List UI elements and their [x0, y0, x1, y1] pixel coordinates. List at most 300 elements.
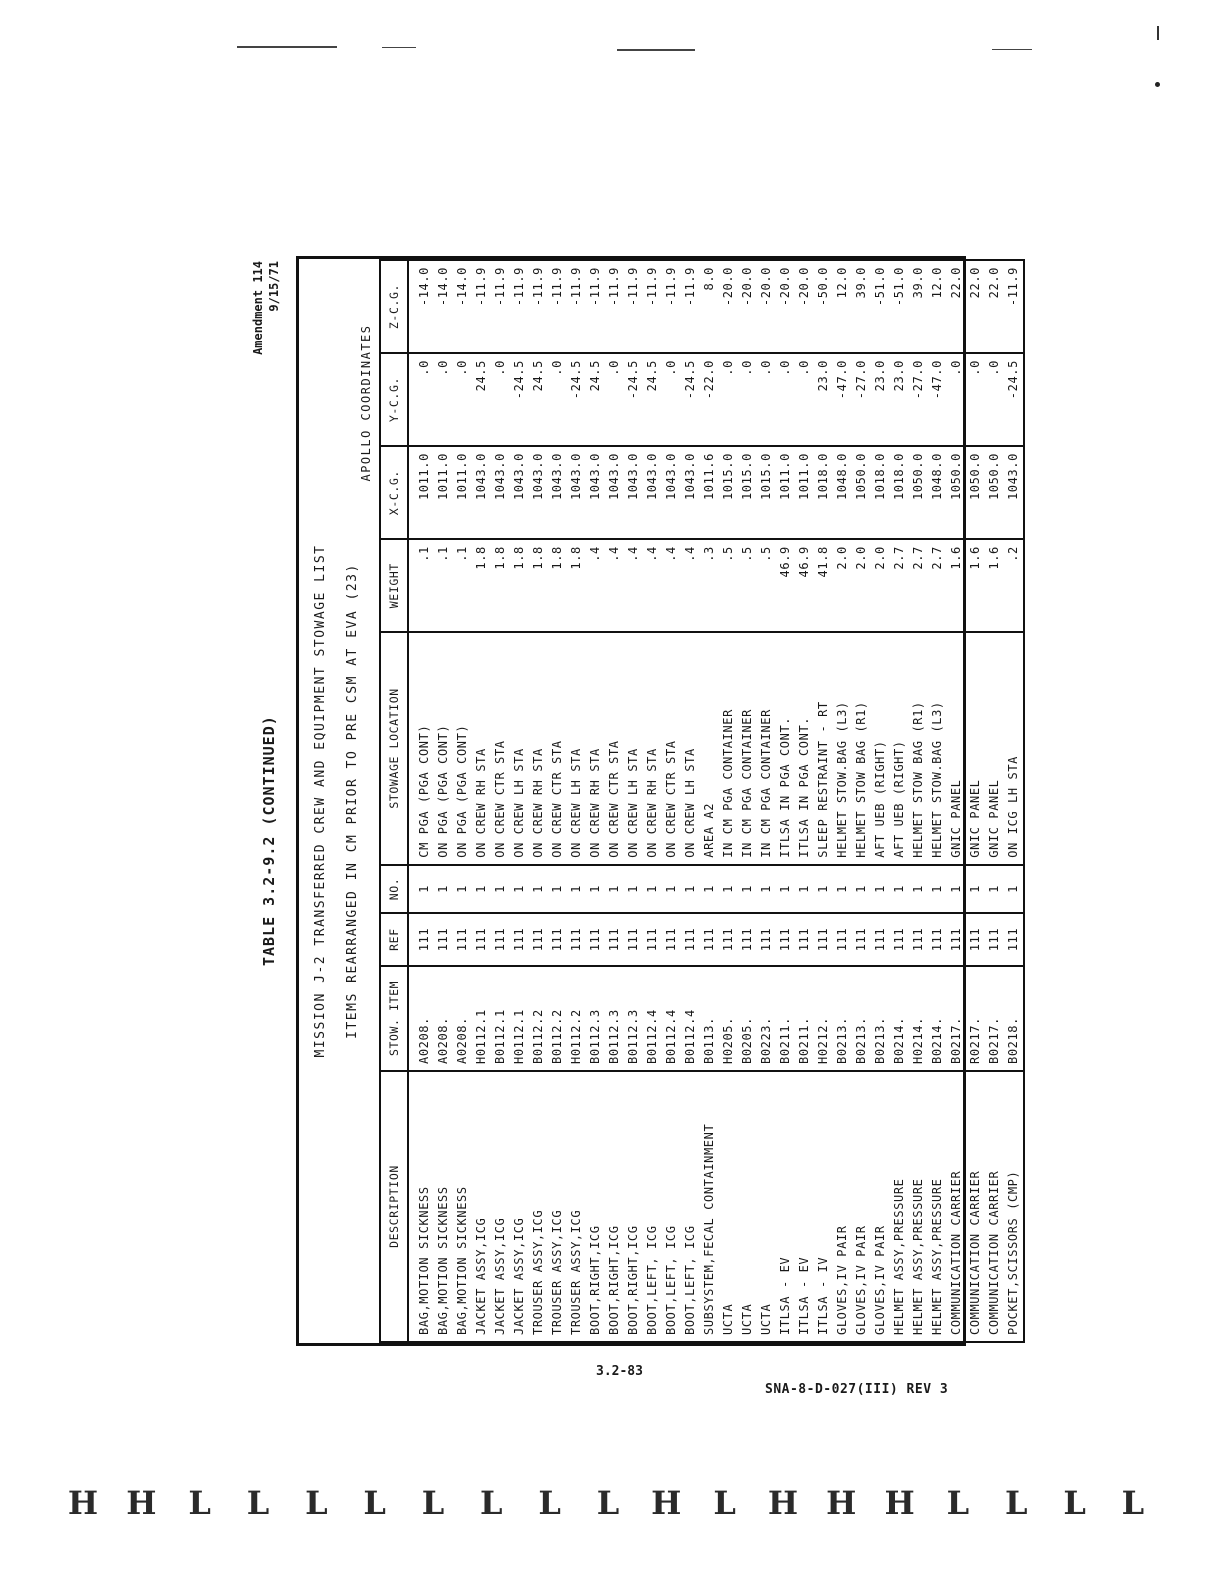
edge-mark: H [767, 1484, 799, 1522]
stow-item-cell: B0112.1 [491, 966, 510, 1071]
table-row [890, 260, 909, 1342]
weight-cell: .4 [681, 539, 700, 632]
stow-item-cell: A0208. [434, 966, 453, 1071]
coordinates-heading: APOLLO COORDINATES [359, 324, 373, 482]
description-cell: ITLSA - IV [814, 1071, 833, 1342]
y-cg-cell: 23.0 [871, 353, 890, 446]
ref-cell: 111 [795, 913, 814, 966]
x-cg-cell: 1043.0 [529, 446, 548, 539]
ref-cell: 111 [776, 913, 795, 966]
no-cell: 1 [738, 865, 757, 914]
z-cg-cell: -14.0 [408, 260, 434, 353]
no-cell: 1 [624, 865, 643, 914]
table-row [776, 260, 795, 1342]
z-cg-cell: -14.0 [434, 260, 453, 353]
document-id: SNA-8-D-027(III) REV 3 [765, 1382, 949, 1397]
z-cg-cell: -51.0 [871, 260, 890, 353]
x-cg-cell: 1043.0 [643, 446, 662, 539]
col-description: DESCRIPTION [380, 1071, 408, 1342]
z-cg-cell: -11.9 [548, 260, 567, 353]
table-header-row [380, 260, 408, 1342]
table-row [871, 260, 890, 1342]
location-cell: GNIC PANEL [966, 632, 985, 865]
table-row [947, 260, 966, 1342]
no-cell: 1 [890, 865, 909, 914]
location-cell: AFT UEB (RIGHT) [871, 632, 890, 865]
x-cg-cell: 1043.0 [472, 446, 491, 539]
ref-cell: 111 [757, 913, 776, 966]
description-cell: BOOT,LEFT, ICG [643, 1071, 662, 1342]
ref-cell: 111 [738, 913, 757, 966]
description-cell: GLOVES,IV PAIR [871, 1071, 890, 1342]
description-cell: COMMUNICATION CARRIER [966, 1071, 985, 1342]
table-row [985, 260, 1004, 1342]
stow-item-cell: B0214. [890, 966, 909, 1071]
weight-cell: 2.0 [852, 539, 871, 632]
no-cell: 1 [833, 865, 852, 914]
ref-cell: 111 [833, 913, 852, 966]
stow-item-cell: R0217. [966, 966, 985, 1071]
ref-cell: 111 [909, 913, 928, 966]
location-cell: ON CREW RH STA [529, 632, 548, 865]
z-cg-cell: -11.9 [662, 260, 681, 353]
z-cg-cell: 8.0 [700, 260, 719, 353]
stow-item-cell: H0212. [814, 966, 833, 1071]
edge-mark: L [363, 1484, 386, 1522]
scan-mark [1155, 82, 1160, 87]
description-cell: BAG,MOTION SICKNESS [434, 1071, 453, 1342]
stow-item-cell: B0211. [795, 966, 814, 1071]
z-cg-cell: 39.0 [852, 260, 871, 353]
description-cell: SUBSYSTEM,FECAL CONTAINMENT [700, 1071, 719, 1342]
location-cell: GNIC PANEL [985, 632, 1004, 865]
stow-item-cell: B0217. [985, 966, 1004, 1071]
z-cg-cell: -14.0 [453, 260, 472, 353]
weight-cell: 1.6 [947, 539, 966, 632]
stow-item-cell: B0113. [700, 966, 719, 1071]
y-cg-cell: .0 [719, 353, 738, 446]
description-cell: BOOT,RIGHT,ICG [586, 1071, 605, 1342]
no-cell: 1 [605, 865, 624, 914]
weight-cell: .4 [662, 539, 681, 632]
x-cg-cell: 1011.0 [434, 446, 453, 539]
edge-mark: L [596, 1484, 620, 1522]
z-cg-cell: 22.0 [985, 260, 1004, 353]
col-z-cg: Z-C.G. [380, 260, 408, 353]
description-cell: JACKET ASSY,ICG [510, 1071, 529, 1342]
x-cg-cell: 1018.0 [871, 446, 890, 539]
z-cg-cell: 12.0 [928, 260, 947, 353]
location-cell: ON ICG LH STA [1004, 632, 1024, 865]
description-cell: BOOT,RIGHT,ICG [605, 1071, 624, 1342]
weight-cell: 41.8 [814, 539, 833, 632]
location-cell: ON CREW CTR STA [605, 632, 624, 865]
y-cg-cell: .0 [985, 353, 1004, 446]
z-cg-cell: -20.0 [757, 260, 776, 353]
description-cell: BOOT,LEFT, ICG [681, 1071, 700, 1342]
table-row [852, 260, 871, 1342]
x-cg-cell: 1043.0 [491, 446, 510, 539]
location-cell: ITLSA IN PGA CONT. [776, 632, 795, 865]
edge-mark: L [480, 1484, 503, 1522]
ref-cell: 111 [548, 913, 567, 966]
edge-mark: L [538, 1484, 561, 1522]
x-cg-cell: 1043.0 [510, 446, 529, 539]
table-row [833, 260, 852, 1342]
z-cg-cell: -20.0 [719, 260, 738, 353]
weight-cell: 2.0 [833, 539, 852, 632]
no-cell: 1 [700, 865, 719, 914]
y-cg-cell: .0 [662, 353, 681, 446]
location-cell: IN CM PGA CONTAINER [738, 632, 757, 865]
amendment-number: Amendment 114 [251, 261, 265, 355]
ref-cell: 111 [1004, 913, 1024, 966]
table-row [434, 260, 453, 1342]
stow-item-cell: B0223. [757, 966, 776, 1071]
x-cg-cell: 1043.0 [624, 446, 643, 539]
y-cg-cell: .0 [434, 353, 453, 446]
z-cg-cell: -11.9 [567, 260, 586, 353]
ref-cell: 111 [510, 913, 529, 966]
location-cell: ON CREW RH STA [472, 632, 491, 865]
x-cg-cell: 1011.6 [700, 446, 719, 539]
location-cell: SLEEP RESTRAINT - RT [814, 632, 833, 865]
y-cg-cell: 23.0 [814, 353, 833, 446]
no-cell: 1 [757, 865, 776, 914]
stow-item-cell: B0217. [947, 966, 966, 1071]
table-row [567, 260, 586, 1342]
ref-cell: 111 [643, 913, 662, 966]
table-row [757, 260, 776, 1342]
y-cg-cell: .0 [947, 353, 966, 446]
weight-cell: .5 [757, 539, 776, 632]
no-cell: 1 [434, 865, 453, 914]
stowage-table [379, 259, 1025, 1343]
ref-cell: 111 [567, 913, 586, 966]
weight-cell: 1.6 [985, 539, 1004, 632]
y-cg-cell: -24.5 [510, 353, 529, 446]
stow-item-cell: A0208. [453, 966, 472, 1071]
edge-mark: L [1005, 1484, 1028, 1522]
edge-mark: L [713, 1484, 736, 1522]
description-cell: UCTA [738, 1071, 757, 1342]
location-cell: IN CM PGA CONTAINER [719, 632, 738, 865]
location-cell: CM PGA (PGA CONT) [408, 632, 434, 865]
no-cell: 1 [776, 865, 795, 914]
x-cg-cell: 1050.0 [985, 446, 1004, 539]
col-location: STOWAGE LOCATION [380, 632, 408, 865]
ref-cell: 111 [814, 913, 833, 966]
z-cg-cell: 22.0 [966, 260, 985, 353]
weight-cell: 1.8 [548, 539, 567, 632]
x-cg-cell: 1011.0 [453, 446, 472, 539]
description-cell: COMMUNICATION CARRIER [985, 1071, 1004, 1342]
weight-cell: 1.8 [529, 539, 548, 632]
stow-item-cell: H0112.1 [510, 966, 529, 1071]
no-cell: 1 [567, 865, 586, 914]
no-cell: 1 [472, 865, 491, 914]
ref-cell: 111 [681, 913, 700, 966]
table-row [738, 260, 757, 1342]
location-cell: ON CREW CTR STA [662, 632, 681, 865]
table-row [453, 260, 472, 1342]
table-row [472, 260, 491, 1342]
weight-cell: .5 [719, 539, 738, 632]
table-row [795, 260, 814, 1342]
col-y-cg: Y-C.G. [380, 353, 408, 446]
edge-mark: L [421, 1484, 445, 1522]
description-cell: GLOVES,IV PAIR [852, 1071, 871, 1342]
scan-mark [237, 46, 337, 48]
weight-cell: .2 [1004, 539, 1024, 632]
y-cg-cell: .0 [966, 353, 985, 446]
y-cg-cell: .0 [776, 353, 795, 446]
description-cell: ITLSA - EV [795, 1071, 814, 1342]
stow-item-cell: B0112.4 [662, 966, 681, 1071]
edge-mark: H [651, 1484, 682, 1522]
stow-item-cell: H0205. [719, 966, 738, 1071]
z-cg-cell: -11.9 [681, 260, 700, 353]
location-cell: HELMET STOW.BAG (L3) [833, 632, 852, 865]
stow-item-cell: B0112.3 [605, 966, 624, 1071]
weight-cell: .1 [408, 539, 434, 632]
no-cell: 1 [453, 865, 472, 914]
ref-cell: 111 [719, 913, 738, 966]
y-cg-cell: .0 [757, 353, 776, 446]
table-row [510, 260, 529, 1342]
ref-cell: 111 [408, 913, 434, 966]
description-cell: GLOVES,IV PAIR [833, 1071, 852, 1342]
edge-mark: H [67, 1484, 99, 1522]
page-number: 3.2-83 [596, 1364, 643, 1379]
weight-cell: .4 [624, 539, 643, 632]
weight-cell: .5 [738, 539, 757, 632]
weight-cell: 1.8 [567, 539, 586, 632]
description-cell: TROUSER ASSY,ICG [548, 1071, 567, 1342]
no-cell: 1 [529, 865, 548, 914]
stow-item-cell: H0214. [909, 966, 928, 1071]
ref-cell: 111 [985, 913, 1004, 966]
location-cell: HELMET STOW BAG (R1) [852, 632, 871, 865]
stow-item-cell: B0213. [852, 966, 871, 1071]
location-cell: AFT UEB (RIGHT) [890, 632, 909, 865]
no-cell: 1 [681, 865, 700, 914]
z-cg-cell: -11.9 [472, 260, 491, 353]
x-cg-cell: 1018.0 [890, 446, 909, 539]
weight-cell: .1 [453, 539, 472, 632]
no-cell: 1 [814, 865, 833, 914]
ref-cell: 111 [890, 913, 909, 966]
y-cg-cell: .0 [491, 353, 510, 446]
weight-cell: .4 [605, 539, 624, 632]
edge-mark: H [884, 1484, 915, 1522]
stow-item-cell: B0112.2 [548, 966, 567, 1071]
location-cell: ON CREW LH STA [681, 632, 700, 865]
description-cell: JACKET ASSY,ICG [472, 1071, 491, 1342]
x-cg-cell: 1050.0 [947, 446, 966, 539]
y-cg-cell: 23.0 [890, 353, 909, 446]
y-cg-cell: -27.0 [909, 353, 928, 446]
weight-cell: 46.9 [776, 539, 795, 632]
no-cell: 1 [662, 865, 681, 914]
description-cell: UCTA [757, 1071, 776, 1342]
weight-cell: .4 [586, 539, 605, 632]
location-cell: ON CREW LH STA [567, 632, 586, 865]
no-cell: 1 [510, 865, 529, 914]
z-cg-cell: -11.9 [529, 260, 548, 353]
stow-item-cell: B0213. [833, 966, 852, 1071]
weight-cell: 2.7 [909, 539, 928, 632]
x-cg-cell: 1043.0 [1004, 446, 1024, 539]
x-cg-cell: 1050.0 [909, 446, 928, 539]
ref-cell: 111 [662, 913, 681, 966]
y-cg-cell: -24.5 [567, 353, 586, 446]
weight-cell: 1.8 [491, 539, 510, 632]
y-cg-cell: .0 [548, 353, 567, 446]
no-cell: 1 [947, 865, 966, 914]
location-cell: HELMET STOW BAG (R1) [909, 632, 928, 865]
ref-cell: 111 [928, 913, 947, 966]
y-cg-cell: -24.5 [624, 353, 643, 446]
description-cell: COMMUNICATION CARRIER [947, 1071, 966, 1342]
description-cell: TROUSER ASSY,ICG [567, 1071, 586, 1342]
ref-cell: 111 [434, 913, 453, 966]
description-cell: HELMET ASSY,PRESSURE [909, 1071, 928, 1342]
x-cg-cell: 1043.0 [548, 446, 567, 539]
y-cg-cell: 24.5 [643, 353, 662, 446]
edge-mark: L [1121, 1484, 1145, 1522]
col-stow-item: STOW. ITEM [380, 966, 408, 1071]
weight-cell: 1.6 [966, 539, 985, 632]
location-cell: ON PGA (PGA CONT) [453, 632, 472, 865]
description-cell: ITLSA - EV [776, 1071, 795, 1342]
ref-cell: 111 [529, 913, 548, 966]
x-cg-cell: 1043.0 [662, 446, 681, 539]
x-cg-cell: 1048.0 [833, 446, 852, 539]
z-cg-cell: -11.9 [643, 260, 662, 353]
table-row [909, 260, 928, 1342]
stow-item-cell: B0213. [871, 966, 890, 1071]
table-row [643, 260, 662, 1342]
x-cg-cell: 1043.0 [567, 446, 586, 539]
stow-item-cell: B0112.3 [586, 966, 605, 1071]
scan-mark [1157, 26, 1159, 40]
x-cg-cell: 1018.0 [814, 446, 833, 539]
location-cell: ON CREW RH STA [643, 632, 662, 865]
table-row [719, 260, 738, 1342]
z-cg-cell: -20.0 [738, 260, 757, 353]
edge-mark: L [188, 1484, 211, 1522]
z-cg-cell: -20.0 [795, 260, 814, 353]
no-cell: 1 [548, 865, 567, 914]
scan-mark [617, 49, 695, 51]
no-cell: 1 [871, 865, 890, 914]
table-row [662, 260, 681, 1342]
table-row [624, 260, 643, 1342]
x-cg-cell: 1011.0 [776, 446, 795, 539]
location-cell: GNIC PANEL [947, 632, 966, 865]
ref-cell: 111 [966, 913, 985, 966]
col-ref: REF [380, 913, 408, 966]
no-cell: 1 [491, 865, 510, 914]
z-cg-cell: -11.9 [624, 260, 643, 353]
scan-mark [382, 47, 416, 48]
y-cg-cell: .0 [738, 353, 757, 446]
weight-cell: .4 [643, 539, 662, 632]
weight-cell: 2.7 [928, 539, 947, 632]
ref-cell: 111 [947, 913, 966, 966]
x-cg-cell: 1050.0 [966, 446, 985, 539]
no-cell: 1 [852, 865, 871, 914]
mission-heading: MISSION J-2 TRANSFERRED CREW AND EQUIPMENT STOWAGE LIST [313, 544, 328, 1058]
ref-cell: 111 [491, 913, 510, 966]
ref-cell: 111 [871, 913, 890, 966]
y-cg-cell: -47.0 [833, 353, 852, 446]
ref-cell: 111 [700, 913, 719, 966]
weight-cell: .3 [700, 539, 719, 632]
x-cg-cell: 1011.0 [795, 446, 814, 539]
y-cg-cell: -24.5 [681, 353, 700, 446]
location-cell: ON PGA (PGA CONT) [434, 632, 453, 865]
no-cell: 1 [1004, 865, 1024, 914]
edge-mark: L [946, 1484, 970, 1522]
x-cg-cell: 1015.0 [757, 446, 776, 539]
weight-cell: 1.8 [510, 539, 529, 632]
y-cg-cell: -47.0 [928, 353, 947, 446]
description-cell: TROUSER ASSY,ICG [529, 1071, 548, 1342]
weight-cell: 2.0 [871, 539, 890, 632]
description-cell: BOOT,RIGHT,ICG [624, 1071, 643, 1342]
stow-item-cell: B0218. [1004, 966, 1024, 1071]
stow-item-cell: H0112.1 [472, 966, 491, 1071]
x-cg-cell: 1011.0 [408, 446, 434, 539]
z-cg-cell: -20.0 [776, 260, 795, 353]
edge-mark: L [305, 1484, 328, 1522]
z-cg-cell: -11.9 [491, 260, 510, 353]
stow-item-cell: B0205. [738, 966, 757, 1071]
ref-cell: 111 [624, 913, 643, 966]
description-cell: BAG,MOTION SICKNESS [453, 1071, 472, 1342]
col-weight: WEIGHT [380, 539, 408, 632]
rotated-table-page [251, 256, 1020, 1356]
y-cg-cell: 24.5 [529, 353, 548, 446]
x-cg-cell: 1043.0 [586, 446, 605, 539]
y-cg-cell: .0 [408, 353, 434, 446]
edge-mark: H [126, 1484, 157, 1522]
description-cell: BAG,MOTION SICKNESS [408, 1071, 434, 1342]
stow-item-cell: H0112.2 [567, 966, 586, 1071]
z-cg-cell: -11.9 [605, 260, 624, 353]
table-row [700, 260, 719, 1342]
y-cg-cell: 24.5 [586, 353, 605, 446]
edge-mark: H [826, 1484, 857, 1522]
x-cg-cell: 1015.0 [738, 446, 757, 539]
location-cell: ON CREW LH STA [624, 632, 643, 865]
stow-item-cell: B0112.4 [643, 966, 662, 1071]
location-cell: ON CREW RH STA [586, 632, 605, 865]
no-cell: 1 [795, 865, 814, 914]
z-cg-cell: -11.9 [586, 260, 605, 353]
table-row [408, 260, 434, 1342]
description-cell: POCKET,SCISSORS (CMP) [1004, 1071, 1024, 1342]
no-cell: 1 [719, 865, 738, 914]
location-cell: ITLSA IN PGA CONT. [795, 632, 814, 865]
table-row [1004, 260, 1024, 1342]
x-cg-cell: 1050.0 [852, 446, 871, 539]
stow-item-cell: B0112.2 [529, 966, 548, 1071]
amendment-block [250, 261, 282, 411]
description-cell: HELMET ASSY,PRESSURE [890, 1071, 909, 1342]
